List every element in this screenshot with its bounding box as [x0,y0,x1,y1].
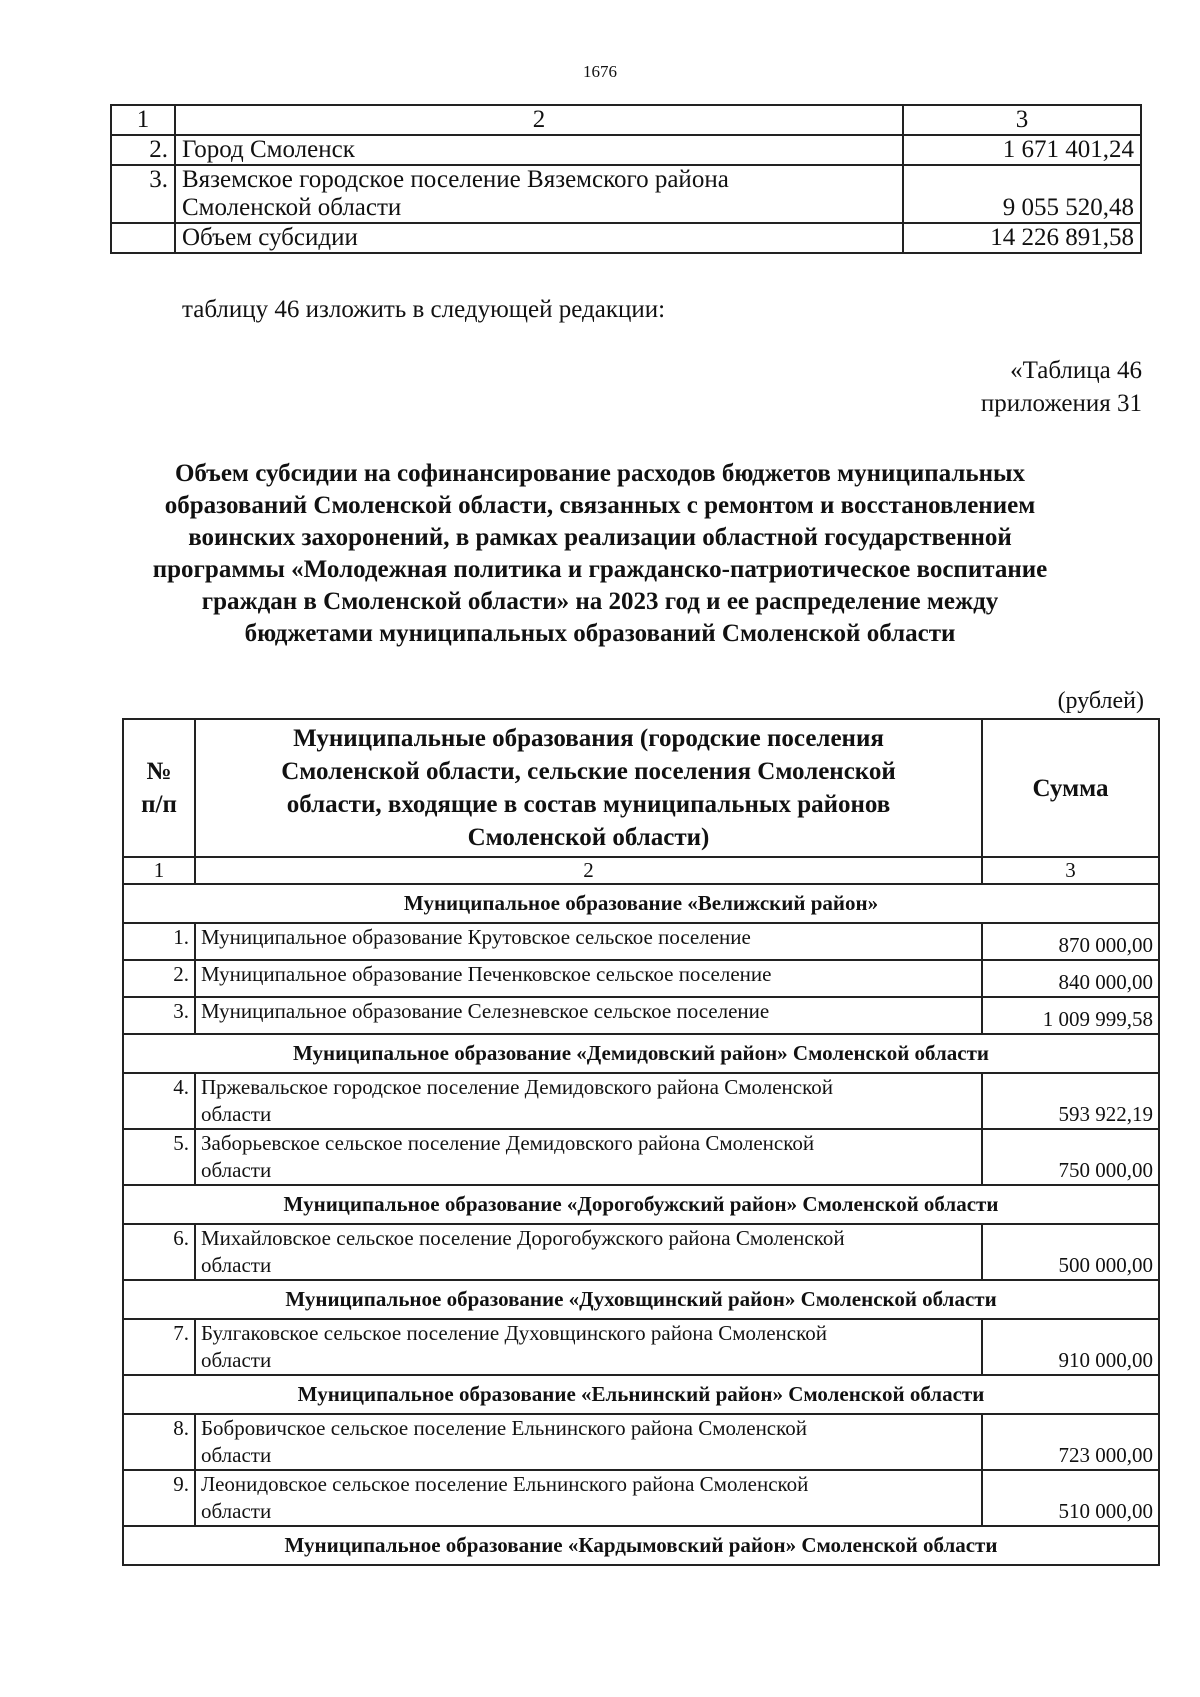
table-row-total [111,223,1141,253]
title-line: образований Смоленской области, связанных с ремонтом и восстановлением [164,492,1036,519]
section-title: Муниципальное образование «Демидовский район» Смоленской области [123,1034,1159,1073]
section-row [123,1185,1159,1224]
row-sum: 510 000,00 [982,1470,1159,1526]
header-name-cell [195,719,982,857]
header-name-line: области, входящие в состав муниципальных районов [286,791,891,818]
header-sum-cell: Сумма [982,719,1159,857]
table-row [123,997,1159,1034]
row-name [195,1319,982,1375]
section-row [123,1280,1159,1319]
row-name-line: области [201,1102,272,1126]
header-name-line: Смоленской области) [467,824,710,851]
document-title [100,458,1100,650]
section-title: Муниципальное образование «Дорогобужский район» Смоленской области [123,1185,1159,1224]
section-title: Муниципальное образование «Кардымовский район» Смоленской области [123,1526,1159,1565]
index-cell: 1 [123,857,195,884]
table-row [123,1129,1159,1185]
section-title: Муниципальное образование «Ельнинский район» Смоленской области [123,1375,1159,1414]
row-sum: 9 055 520,48 [903,165,1141,223]
row-name-line: области [201,1253,272,1277]
row-name [195,1224,982,1280]
row-number: 4. [123,1073,195,1129]
index-cell: 3 [982,857,1159,884]
main-table-header-row [123,719,1159,857]
title-line: граждан в Смоленской области» на 2023 год и ее распределение между [201,588,999,615]
table-reference [981,354,1142,420]
row-name-line: Вяземское городское поселение Вяземского района [182,166,729,193]
main-table [122,718,1160,1566]
row-number: 9. [123,1470,195,1526]
row-name-line: Булгаковское сельское поселение Духовщинского района Смоленской [201,1321,827,1345]
row-number [111,223,175,253]
section-row [123,1526,1159,1565]
row-name: Муниципальное образование Крутовское сельское поселение [195,923,982,960]
table-row [111,165,1141,223]
row-name-line: области [201,1443,272,1467]
index-cell: 2 [195,857,982,884]
intro-text: таблицу 46 изложить в следующей редакции: [182,296,666,323]
row-name: Объем субсидии [175,223,903,253]
table-reference-line: «Таблица 46 [1010,357,1142,384]
header-num-line: п/п [141,791,177,818]
row-sum: 870 000,00 [982,923,1159,960]
table-row [123,1319,1159,1375]
row-name [195,1470,982,1526]
row-sum: 723 000,00 [982,1414,1159,1470]
table-row [123,923,1159,960]
row-sum: 593 922,19 [982,1073,1159,1129]
row-number: 5. [123,1129,195,1185]
row-name [195,1073,982,1129]
row-name: Город Смоленск [175,135,903,165]
top-table-header-row [111,105,1141,135]
row-name-line: Заборьевское сельское поселение Демидовского района Смоленской [201,1131,815,1155]
row-sum: 750 000,00 [982,1129,1159,1185]
row-name-line: Бобровичское сельское поселение Ельнинского района Смоленской [201,1416,808,1440]
row-sum: 500 000,00 [982,1224,1159,1280]
section-title: Муниципальное образование «Велижский район» [123,884,1159,923]
row-name [175,165,903,223]
header-num-line: № [146,758,172,785]
row-name [195,1129,982,1185]
row-number: 2. [123,960,195,997]
title-line: воинских захоронений, в рамках реализации областной государственной [188,524,1012,551]
top-table-header-num: 1 [111,105,175,135]
row-name-line: Леонидовское сельское поселение Ельнинского района Смоленской [201,1472,809,1496]
row-number: 3. [123,997,195,1034]
row-name-line: Михайловское сельское поселение Дорогобужского района Смоленской [201,1226,845,1250]
table-row [123,1414,1159,1470]
row-number: 2. [111,135,175,165]
row-sum: 910 000,00 [982,1319,1159,1375]
section-title: Муниципальное образование «Духовщинский район» Смоленской области [123,1280,1159,1319]
title-line: Объем субсидии на софинансирование расходов бюджетов муниципальных [174,460,1026,487]
row-name-line: Пржевальское городское поселение Демидовского района Смоленской [201,1075,833,1099]
top-table-header-name: 2 [175,105,903,135]
row-name [195,1414,982,1470]
row-number: 8. [123,1414,195,1470]
table-row [123,1073,1159,1129]
main-table-index-row [123,857,1159,884]
row-name: Муниципальное образование Печенковское сельское поселение [195,960,982,997]
title-line: программы «Молодежная политика и гражданско-патриотическое воспитание [152,556,1048,583]
row-name: Муниципальное образование Селезневское сельское поселение [195,997,982,1034]
row-sum: 840 000,00 [982,960,1159,997]
row-name-line: области [201,1499,272,1523]
header-num-cell [123,719,195,857]
table-row [123,1224,1159,1280]
top-table [110,104,1142,254]
row-sum: 14 226 891,58 [903,223,1141,253]
row-name-line: Смоленской области [182,194,402,221]
top-table-header-sum: 3 [903,105,1141,135]
row-number: 3. [111,165,175,223]
row-number: 7. [123,1319,195,1375]
title-line: бюджетами муниципальных образований Смоленской области [244,620,956,647]
table-row [111,135,1141,165]
row-number: 6. [123,1224,195,1280]
section-row [123,1375,1159,1414]
row-name-line: области [201,1158,272,1182]
row-name-line: области [201,1348,272,1372]
header-name-line: Смоленской области, сельские поселения Смоленской [281,758,896,785]
page-number: 1676 [583,62,617,81]
row-sum: 1 671 401,24 [903,135,1141,165]
table-row [123,1470,1159,1526]
header-name-line: Муниципальные образования (городские поселения [293,725,884,752]
section-row [123,884,1159,923]
table-reference-line: приложения 31 [980,390,1142,417]
section-row [123,1034,1159,1073]
units-label: (рублей) [1057,688,1144,714]
row-sum: 1 009 999,58 [982,997,1159,1034]
table-row [123,960,1159,997]
row-number: 1. [123,923,195,960]
